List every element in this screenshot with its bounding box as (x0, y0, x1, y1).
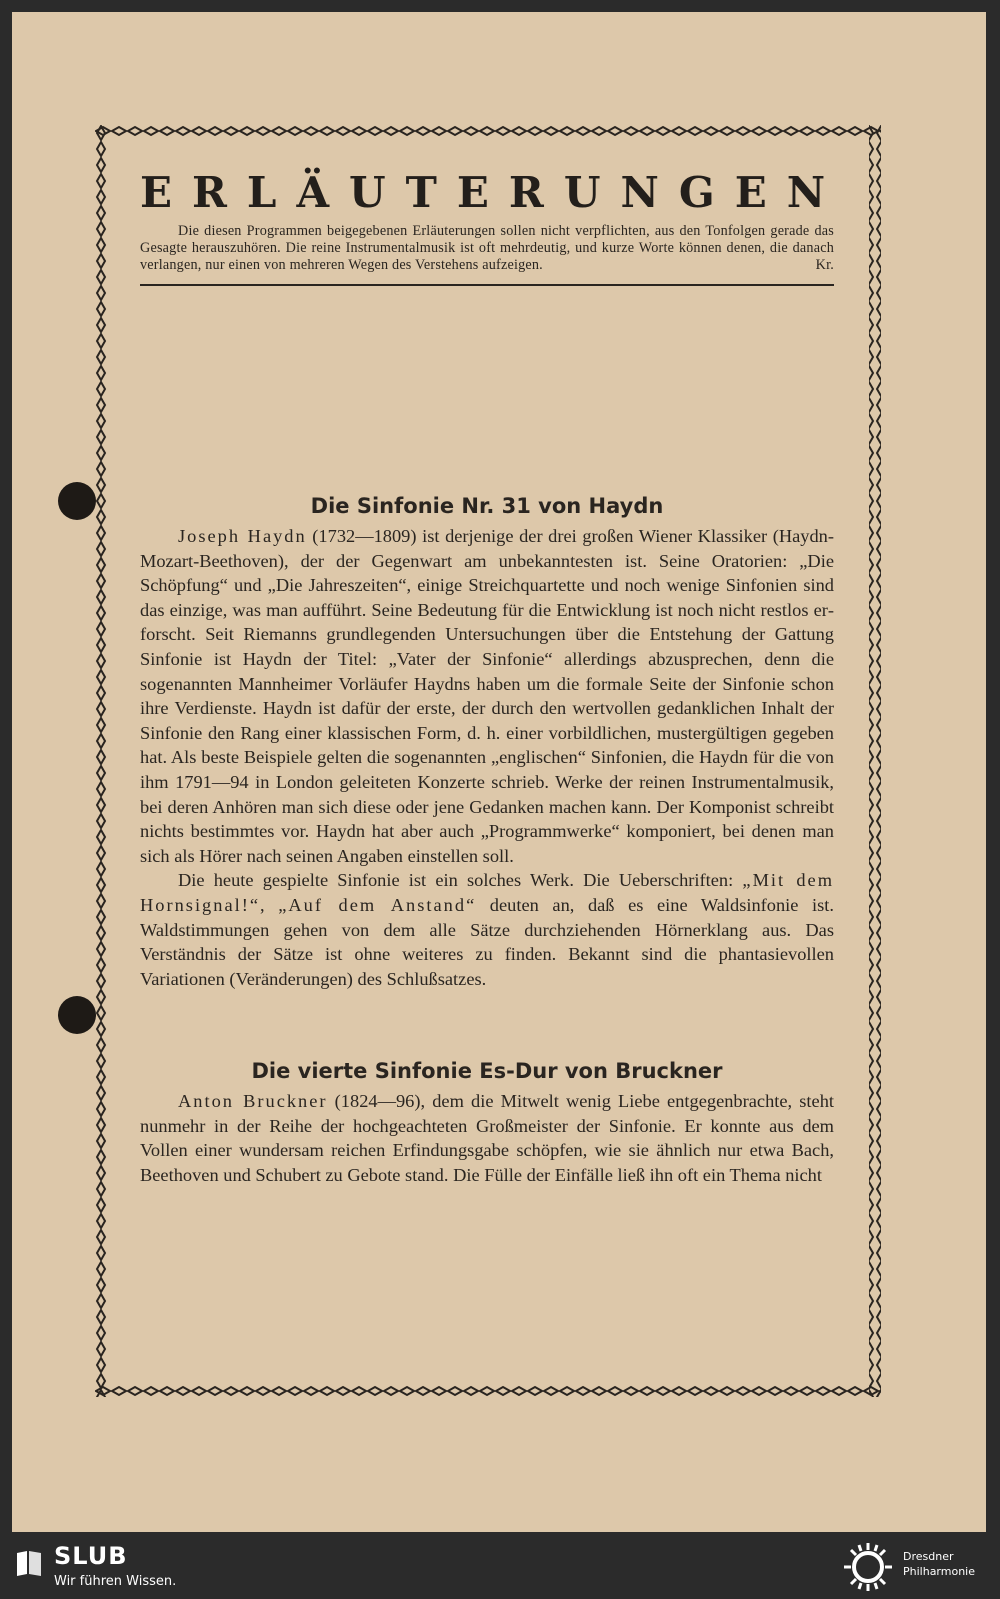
paragraph-text: deuten an, daß es eine Waldsinfonie ist. Waldstimmungen gehen von dem alle Sätze durchziehenden Hörnerklang aus. Das Verständnis der Sätze ist ohne weiteres zu finden. Bekannt sind die phantasievollen Variationen (Veränderungen) des Schlußsatzes. (140, 894, 834, 989)
paragraph (140, 868, 834, 991)
partner-name-line: Philharmonie (903, 1565, 975, 1578)
title-divider (140, 284, 834, 286)
paragraph (140, 1089, 834, 1187)
punch-hole (58, 482, 96, 520)
punch-hole (58, 996, 96, 1034)
section-heading-bruckner: Die vierte Sinfonie Es-Dur von Bruckner (251, 1059, 723, 1084)
composer-name: Joseph Haydn (178, 526, 307, 546)
document-page (12, 12, 986, 1532)
partner-name-line: Dresdner (903, 1550, 954, 1563)
section-body-bruckner (140, 1089, 834, 1187)
signature: Kr. (815, 257, 834, 273)
intro-note (140, 223, 834, 274)
paragraph-text: , (260, 894, 279, 915)
paragraph-text: (1824—96), dem die Mitwelt wenig Liebe entgegenbrachte, steht nunmehr in der Reihe der hochgeachteten Großmeister der Sinfonie. Er konnte aus dem Vollen einer wundersam reichen Erfindungsgabe schöpfen, wie sie ähnlich nur etwa Bach, Beethoven und Schubert zu Gebote stand. Die Fülle der Einfälle ließ ihn oft ein Thema nicht (140, 1091, 834, 1186)
page-content (140, 167, 846, 1188)
section-body-haydn (140, 524, 834, 991)
slub-tagline: Wir führen Wissen. (54, 1574, 177, 1589)
movement-title: „Auf dem Anstand“ (278, 894, 477, 915)
section-heading-haydn: Die Sinfonie Nr. 31 von Haydn (310, 494, 664, 518)
composer-name: Anton Bruckner (178, 1091, 328, 1112)
partner-logo-text[interactable] (903, 1549, 975, 1579)
slub-logo-text[interactable]: SLUB (54, 1542, 128, 1570)
slub-book-icon (14, 1548, 44, 1578)
paragraph-text: Die heute gespielte Sinfonie ist ein solches Werk. Die Ueberschriften: (178, 870, 743, 891)
movement-title: „Mit dem Hornsignal!“ (140, 870, 834, 915)
paragraph (140, 524, 834, 868)
footer-bar (0, 1532, 1000, 1599)
philharmonie-sun-icon (842, 1541, 894, 1593)
page-title: ERLÄUTERUNGEN (140, 168, 846, 217)
intro-text: Die diesen Programmen beigegebenen Erläuterungen sollen nicht verpflichten, aus den Tonfolgen gerade das Gesagte herauszuhören. Die reine Instrumentalmusik ist oft mehrdeutig, und kurze Worte können denen, die danach verlangen, nur einen von mehreren Wegen des Verstehens aufzeigen. (140, 223, 834, 273)
paragraph-text: (1732—1809) ist derjenige der drei großen Wiener Klassiker (Haydn-Mozart-Beethoven), der der Gegenwart am unbekanntesten ist. Seine Oratorien: „Die Schöpfung“ und „Die Jahreszeiten“, einige Streichquartette und noch wenige Sinfonien sind das einzige, was man aufführt. Seine Bedeutung für die Entwicklung ist noch nicht restlos erforscht. Seit Riemanns grundlegenden Untersuchungen über die Entstehung der Gattung Sinfonie ist Haydn der Titel: „Vater der Sinfonie“ allerdings abzusprechen, denn die sogenannten Mannheimer Vorläufer Haydns haben um die formale Seite der Sinfonie schon ihre Verdienste. Haydn ist dafür der erste, der durch den wertvollen gedanklichen Inhalt der Sinfonie den Rang einer klassischen Form, d. h. einer vorbildlichen, mustergültigen gegeben hat. Als beste Beispiele gelten die sogenannten „englischen“ Sinfonien, die Haydn für die von ihm 1791—94 in London geleiteten Konzerte schrieb. Werke der reinen Instrumentalmusik, bei deren Anhören man sich diese oder jene Gedanken machen kann. Der Komponist schreibt nichts bestimmtes vor. Haydn hat aber auch „Programmwerke“ komponiert, bei denen man sich als Hörer nach seinen Angaben einstellen soll. (140, 526, 834, 866)
